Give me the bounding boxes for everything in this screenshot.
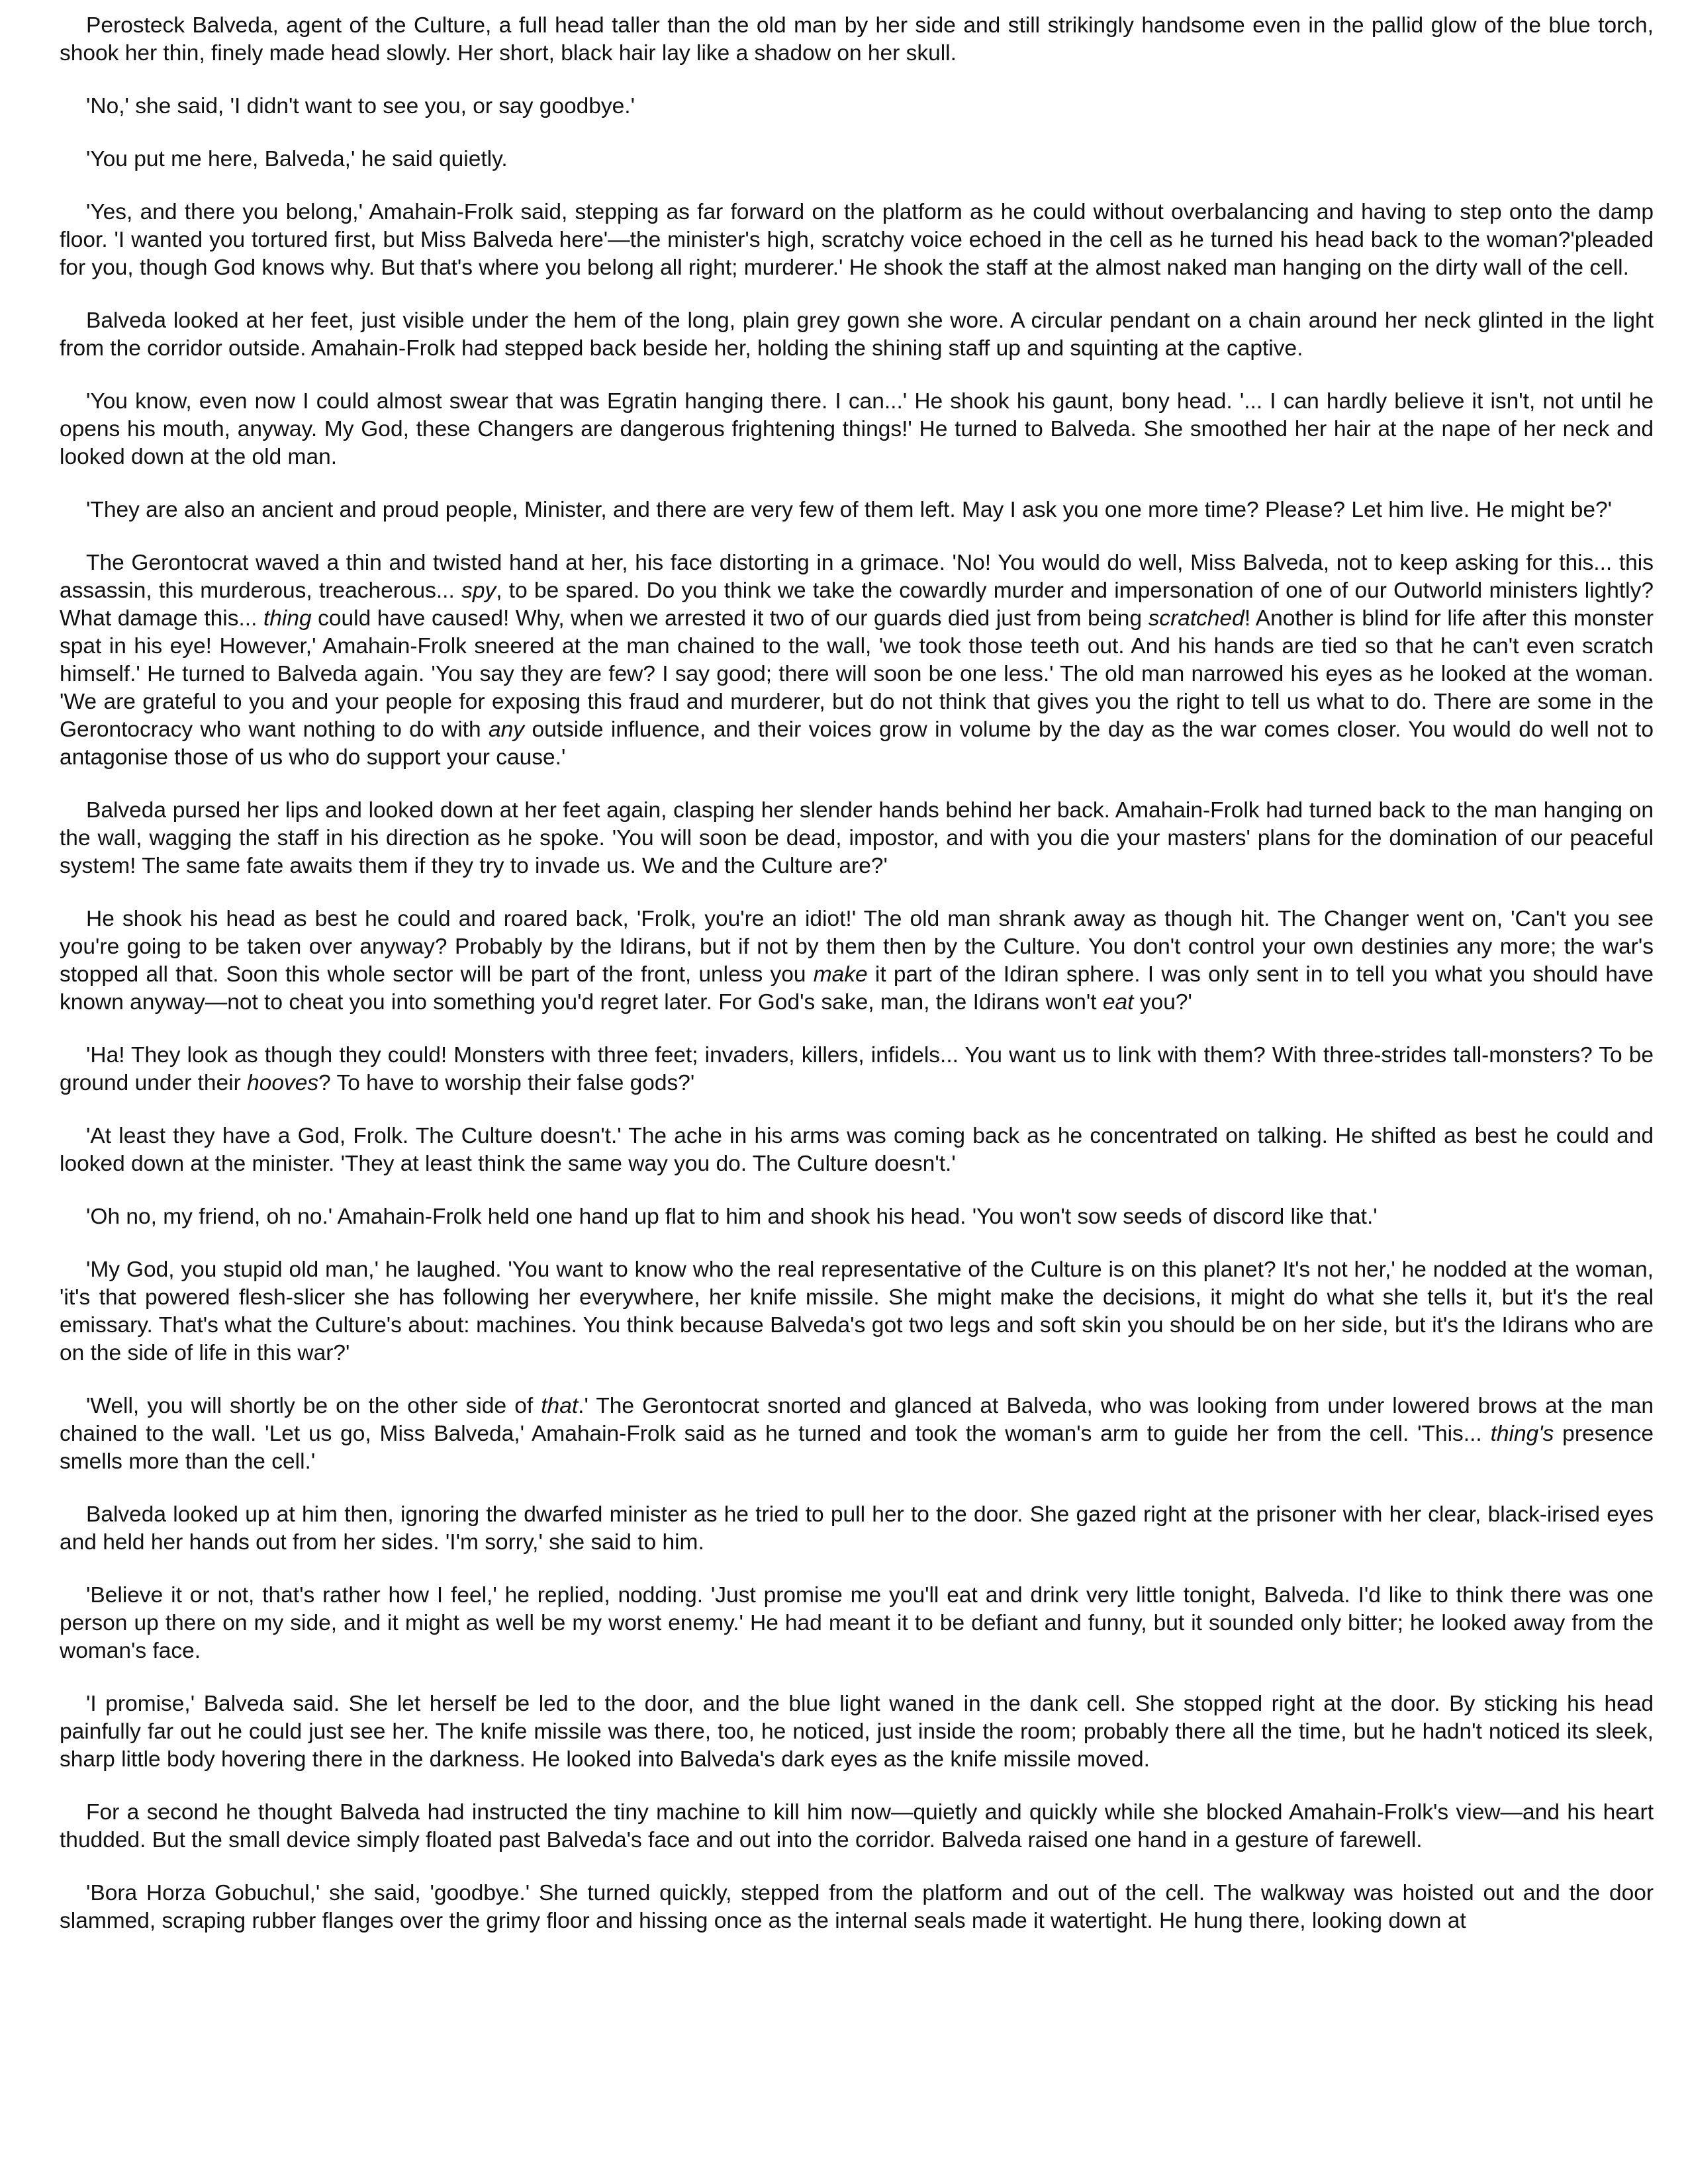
- text-run: 'They are also an ancient and proud people, Minister, and there are very few of them left. May I ask you one more time? Please? Let him live. He might be?': [86, 498, 1613, 522]
- text-run: The Gerontocrat waved a thin and twisted hand at her, his face distorting in a grimace. 'No! You would do well, Miss Balveda, not to keep asking for this... this assassin, this murderous, treacherous...: [60, 551, 1654, 603]
- text-run: 'Ha! They look as though they could! Monsters with three feet; invaders, killers, infidels... You want us to link with them? With three-strides tall-monsters? To be ground under their: [60, 1043, 1654, 1095]
- body-paragraph: [60, 1880, 1654, 1935]
- text-run: 'Believe it or not, that's rather how I feel,' he replied, nodding. 'Just promise me you'll eat and drink very little tonight, Balveda. I'd like to think there was one person up there on my side, and it might as well be my worst enemy.' He had meant it to be defiant and funny, but it sounded only bitter; he looked away from the woman's face.: [60, 1583, 1654, 1663]
- body-paragraph: [60, 1690, 1654, 1774]
- body-paragraph: [60, 1122, 1654, 1178]
- text-run: outside influence, and their voices grow in volume by the day as the war comes closer. You would do well not to antagonise those of us who do support your cause.': [60, 717, 1654, 770]
- emphasis-text: spy: [461, 578, 496, 603]
- emphasis-text: scratched: [1148, 606, 1244, 631]
- body-paragraph: [60, 1392, 1654, 1476]
- text-run: , to be spared. Do you think we take the cowardly murder and impersonation of one of our Outworld ministers lightly? What damage this...: [60, 578, 1654, 631]
- body-paragraph: [60, 388, 1654, 471]
- text-run: 'Bora Horza Gobuchul,' she said, 'goodbye.' She turned quickly, stepped from the platform and out of the cell. The walkway was hoisted out and the door slammed, scraping rubber flanges over the grimy floor and hissing once as the internal seals made it watertight. He hung there, looking down at: [60, 1881, 1654, 1933]
- body-paragraph: [60, 905, 1654, 1017]
- emphasis-text: thing: [263, 606, 312, 631]
- text-run: 'No,' she said, 'I didn't want to see you, or say goodbye.': [86, 94, 635, 118]
- text-run: 'You know, even now I could almost swear that was Egratin hanging there. I can...' He shook his gaunt, bony head. '... I can hardly believe it isn't, not until he opens his mouth, anyway. My God, these Changers are dangerous frightening things!' He turned to Balveda. She smoothed her hair at the nape of her neck and looked down at the old man.: [60, 389, 1654, 469]
- body-paragraph: [60, 12, 1654, 68]
- body-paragraph: [60, 1256, 1654, 1367]
- text-run: ! Another is blind for life after this monster spat in his eye! However,' Amahain-Frolk sneered at the man chained to the wall, 'we took those teeth out. And his hands are tied so that he can't even scratch himself.' He turned to Balveda again. 'You say they are few? I say good; there will soon be one less.' The old man narrowed his eyes as he looked at the woman. 'We are grateful to you and your people for exposing this fraud and murderer, but do not think that gives you the right to tell us what to do. There are some in the Gerontocracy who want nothing to do with: [60, 606, 1654, 742]
- body-paragraph: [60, 199, 1654, 282]
- text-run: 'My God, you stupid old man,' he laughed. 'You want to know who the real representative of the Culture is on this planet? It's not her,' he nodded at the woman, 'it's that powered flesh-slicer she has following her everywhere, her knife missile. She might make the decisions, it might do what she tells it, but it's the real emissary. That's what the Culture's about: machines. You think because Balveda's got two legs and soft skin you should be on her side, but it's the Idirans who are on the side of life in this war?': [60, 1257, 1654, 1365]
- body-paragraph: [60, 1042, 1654, 1097]
- text-run: could have caused! Why, when we arrested it two of our guards died just from being: [311, 606, 1149, 631]
- text-run: Balveda looked at her feet, just visible under the hem of the long, plain grey gown she wore. A circular pendant on a chain around her neck glinted in the light from the corridor outside. Amahain-Frolk had stepped back beside her, holding the shining staff up and squinting at the captive.: [60, 308, 1654, 361]
- text-run: ? To have to worship their false gods?': [318, 1071, 695, 1095]
- body-paragraph: [60, 496, 1654, 524]
- document-page: [60, 12, 1654, 2176]
- emphasis-text: hooves: [247, 1071, 319, 1095]
- text-run: 'Well, you will shortly be on the other side of: [86, 1394, 541, 1418]
- emphasis-text: that: [541, 1394, 579, 1418]
- emphasis-text: thing's: [1490, 1422, 1554, 1446]
- text-run: presence smells more than the cell.': [60, 1422, 1654, 1474]
- body-paragraph: [60, 549, 1654, 772]
- emphasis-text: make: [813, 962, 868, 987]
- text-run: Balveda pursed her lips and looked down at her feet again, clasping her slender hands behind her back. Amahain-Frolk had turned back to the man hanging on the wall, wagging the staff in his direction as he spoke. 'You will soon be dead, impostor, and with you die your masters' plans for the domination of our peaceful system! The same fate awaits them if they try to invade us. We and the Culture are?': [60, 798, 1654, 878]
- body-paragraph: [60, 307, 1654, 363]
- emphasis-text: any: [489, 717, 525, 742]
- body-paragraph: [60, 1203, 1654, 1231]
- text-run: 'At least they have a God, Frolk. The Culture doesn't.' The ache in his arms was coming back as he concentrated on talking. He shifted as best he could and looked down at the minister. 'They at least think the same way you do. The Culture doesn't.': [60, 1124, 1654, 1176]
- body-paragraph: [60, 1501, 1654, 1557]
- text-run: Balveda looked up at him then, ignoring the dwarfed minister as he tried to pull her to the door. She gazed right at the prisoner with her clear, black-irised eyes and held her hands out from her sides. 'I'm sorry,' she said to him.: [60, 1502, 1654, 1555]
- text-run: He shook his head as best he could and roared back, 'Frolk, you're an idiot!' The old man shrank away as though hit. The Changer went on, 'Can't you see you're going to be taken over anyway? Probably by the Idirans, but if not by them then by the Culture. You don't control your own destinies any more; the war's stopped all that. Soon this whole sector will be part of the front, unless you: [60, 907, 1654, 987]
- body-paragraph: [60, 93, 1654, 120]
- text-run: it part of the Idiran sphere. I was only sent in to tell you what you should have known anyway—not to cheat you into something you'd regret later. For God's sake, man, the Idirans won't: [60, 962, 1654, 1015]
- body-paragraph: [60, 146, 1654, 173]
- body-paragraph: [60, 1799, 1654, 1854]
- text-run: you?': [1133, 990, 1192, 1015]
- text-run: 'You put me here, Balveda,' he said quietly.: [86, 147, 508, 171]
- body-paragraph: [60, 797, 1654, 880]
- text-run: 'I promise,' Balveda said. She let herself be led to the door, and the blue light waned in the dank cell. She stopped right at the door. By sticking his head painfully far out he could just see her. The knife missile was there, too, he noticed, just inside the room; probably there all the time, but he hadn't noticed its sleek, sharp little body hovering there in the darkness. He looked into Balveda's dark eyes as the knife missile moved.: [60, 1692, 1654, 1772]
- text-run: 'Yes, and there you belong,' Amahain-Frolk said, stepping as far forward on the platform as he could without overbalancing and having to step onto the damp floor. 'I wanted you tortured first, but Miss Balveda here'—the minister's high, scratchy voice echoed in the cell as he turned his head back to the woman?'pleaded for you, though God knows why. But that's where you belong all right; murderer.' He shook the staff at the almost naked man hanging on the dirty wall of the cell.: [60, 200, 1654, 280]
- emphasis-text: eat: [1102, 990, 1134, 1015]
- text-run: Perosteck Balveda, agent of the Culture, a full head taller than the old man by her side and still strikingly handsome even in the pallid glow of the blue torch, shook her thin, finely made head slowly. Her short, black hair lay like a shadow on her skull.: [60, 13, 1654, 66]
- text-run: For a second he thought Balveda had instructed the tiny machine to kill him now—quietly and quickly while she blocked Amahain-Frolk's view—and his heart thudded. But the small device simply floated past Balveda's face and out into the corridor. Balveda raised one hand in a gesture of farewell.: [60, 1800, 1654, 1852]
- text-run: .' The Gerontocrat snorted and glanced at Balveda, who was looking from under lowered brows at the man chained to the wall. 'Let us go, Miss Balveda,' Amahain-Frolk said as he turned and took the woman's arm to guide her from the cell. 'This...: [60, 1394, 1654, 1446]
- text-run: 'Oh no, my friend, oh no.' Amahain-Frolk held one hand up flat to him and shook his head. 'You won't sow seeds of discord like that.': [86, 1205, 1378, 1229]
- body-paragraph: [60, 1582, 1654, 1665]
